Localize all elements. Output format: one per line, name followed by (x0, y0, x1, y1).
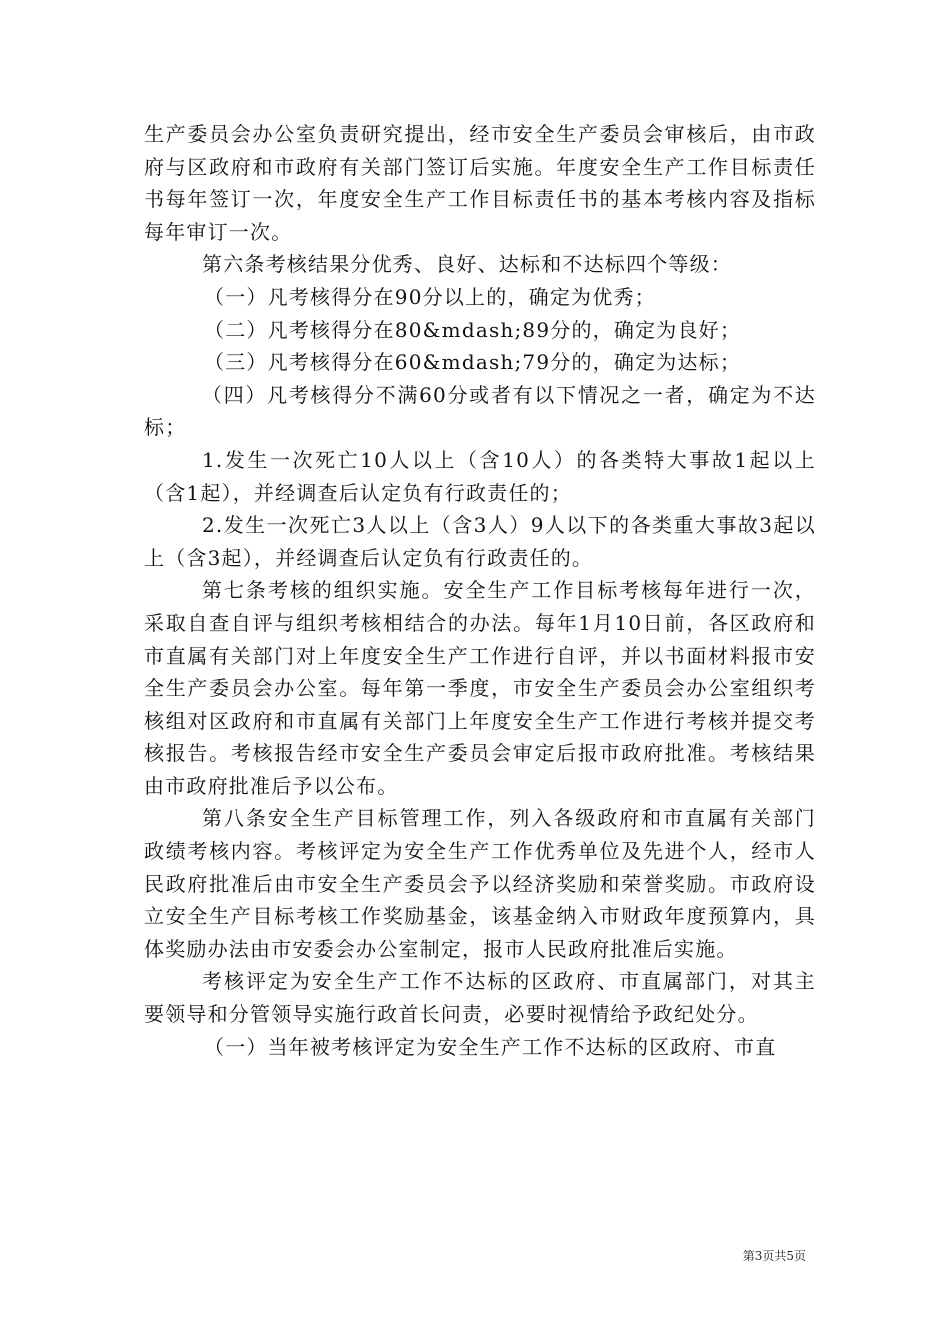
paragraph-article-7: 第七条考核的组织实施。安全生产工作目标考核每年进行一次，采取自查自评与组织考核相结合的办法。每年1月10日前，各区政府和市直属有关部门对上年度安全生产工作进行自评，并以书面材料报市安全生产委员会办公室。每年第一季度，市安全生产委员会办公室组织考核组对区政府和市直属有关部门上年度安全生产工作进行考核并提交考核报告。考核报告经市安全生产委员会审定后报市政府批准。考核结果由市政府批准后予以公布。 (144, 578, 816, 798)
document-body (144, 118, 816, 1063)
list-subitem-2: 2.发生一次死亡3人以上（含3人）9人以下的各类重大事故3起以上（含3起），并经调查后认定负有行政责任的。 (144, 513, 816, 570)
paragraph-continuation: 生产委员会办公室负责研究提出，经市安全生产委员会审核后，由市政府与区政府和市政府有关部门签订后实施。年度安全生产工作目标责任书每年签订一次，年度安全生产工作目标责任书的基本考核内容及指标每年审订一次。 (144, 122, 816, 244)
list-item-excellent: （一）凡考核得分在90分以上的，确定为优秀； (204, 284, 656, 309)
paragraph-article-8: 第八条安全生产目标管理工作，列入各级政府和市直属有关部门政绩考核内容。考核评定为安全生产工作优秀单位及先进个人，经市人民政府批准后由市安全生产委员会予以经济奖励和荣誉奖励。市政府设立安全生产目标考核工作奖励基金，该基金纳入市财政年度预算内，具体奖励办法由市安委会办公室制定，报市人民政府批准后实施。 (144, 806, 816, 961)
list-item-good: （二）凡考核得分在80&mdash;89分的，确定为良好； (204, 317, 742, 342)
list-item-accountability-1: （一）当年被考核评定为安全生产工作不达标的区政府、市直 (204, 1034, 777, 1059)
paragraph-article-6: 第六条考核结果分优秀、良好、达标和不达标四个等级： (202, 252, 732, 277)
paragraph-accountability: 考核评定为安全生产工作不达标的区政府、市直属部门，对其主要领导和分管领导实施行政首长问责，必要时视情给予政纪处分。 (144, 969, 816, 1027)
list-item-fail: （四）凡考核得分不满60分或者有以下情况之一者，确定为不达标； (144, 382, 816, 440)
list-item-pass: （三）凡考核得分在60&mdash;79分的，确定为达标； (204, 350, 742, 375)
page-number-footer: 第3页共5页 (742, 1249, 806, 1263)
list-subitem-1: 1.发生一次死亡10人以上（含10人）的各类特大事故1起以上（含1起），并经调查后认定负有行政责任的； (144, 447, 816, 505)
